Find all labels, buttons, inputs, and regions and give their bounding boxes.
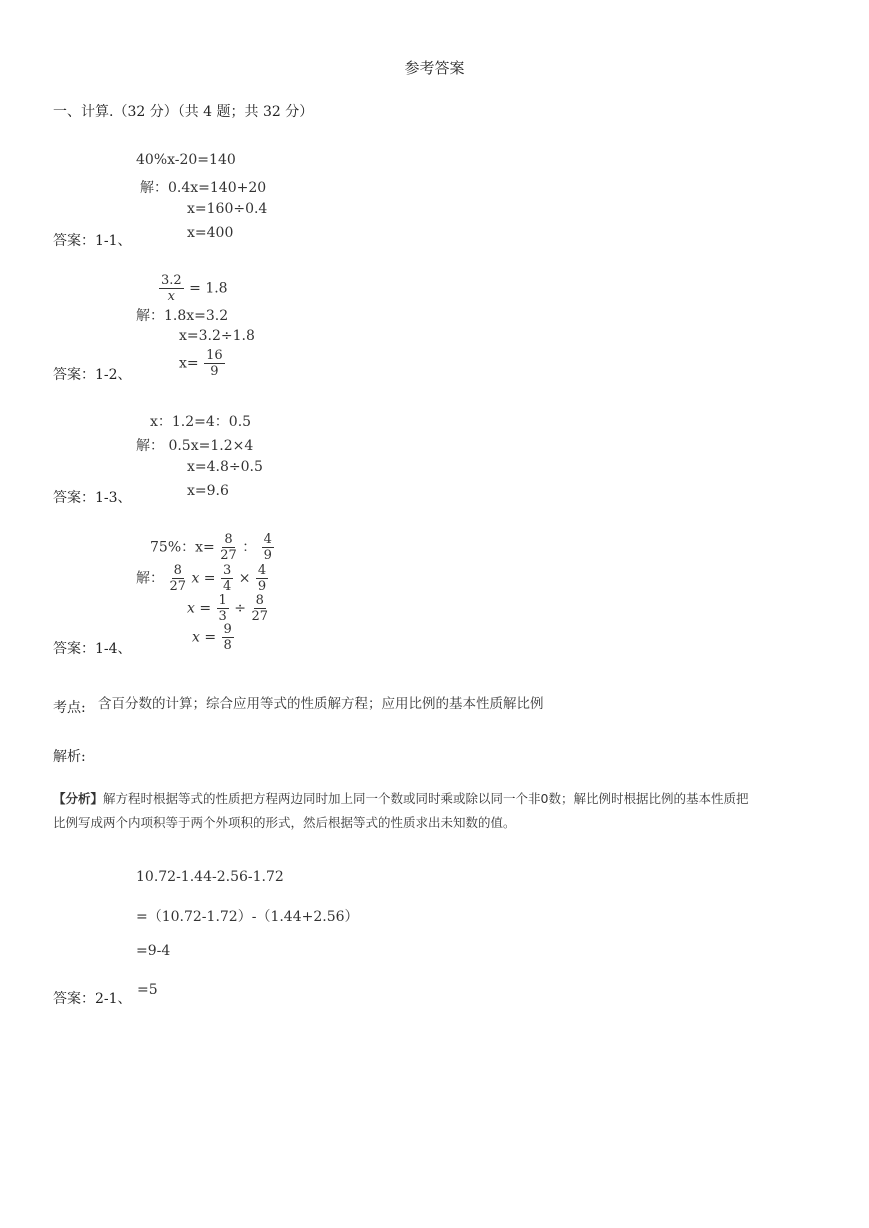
equation-line: x=3.2÷1.8 — [179, 328, 255, 344]
answer-label: 答案：1-4、 — [53, 641, 132, 657]
equation-line: 10.72-1.44-2.56-1.72 — [136, 869, 284, 885]
equation-line: 解： 0.5x=1.2×4 — [136, 438, 254, 454]
analysis-line: 比例写成两个内项积等于两个外项积的形式，然后根据等式的性质求出未知数的值。 — [53, 815, 516, 830]
fraction: $\frac{8}{27}$ — [220, 532, 237, 563]
equation-line: =9-4 — [136, 943, 171, 959]
equation-line: x：1.2=4：0.5 — [150, 414, 252, 430]
equation-line: =（10.72-1.72）-（1.44+2.56） — [136, 909, 359, 925]
equation-line: x=4.8÷0.5 — [187, 459, 263, 475]
fraction: $\frac{16}{9}$ — [206, 348, 223, 379]
fraction: $\frac{4}{9}$ — [257, 563, 267, 594]
kaodian-text: 含百分数的计算；综合应用等式的性质解方程；应用比例的基本性质解比例 — [98, 696, 544, 712]
equation-line: 解：0.4x=140+20 — [140, 180, 267, 196]
answer-label: 答案：1-1、 — [53, 233, 132, 249]
equation-line: x=160÷0.4 — [187, 201, 268, 217]
equation-line: 40%x-20=140 — [136, 152, 236, 168]
answer-label: 答案：1-2、 — [53, 367, 132, 383]
analysis-line: 【分析】解方程时根据等式的性质把方程两边同时加上同一个数或同时乘或除以同一个非0数；解比例时根据比例的基本性质把 — [53, 791, 749, 806]
equation-line: x = $\frac{9}{8}$ — [192, 622, 232, 653]
fraction: $\frac{4}{9}$ — [263, 532, 272, 563]
equation-line: x= $\frac{16}{9}$ — [179, 348, 223, 379]
section-heading: 一、计算.（32 分）（共 4 题；共 32 分） — [53, 104, 314, 120]
jiexi-label: 解析: — [53, 749, 86, 765]
equation-line: x=400 — [187, 225, 234, 241]
equation-line: x = $\frac{1}{3}$ ÷ $\frac{8}{27}$ — [187, 593, 268, 624]
answer-label: 答案：1-3、 — [53, 490, 132, 506]
equation-line: x=9.6 — [187, 483, 229, 499]
equation-line: =5 — [137, 982, 158, 998]
fraction: $\frac{3.2}{x}$ — [161, 273, 182, 304]
fraction: $\frac{3}{4}$ — [222, 563, 232, 594]
analysis-tag: 【分析】 — [53, 791, 104, 806]
kaodian-label: 考点: — [53, 700, 86, 716]
fraction: $\frac{1}{3}$ — [218, 593, 227, 624]
fraction: $\frac{8}{27}$ — [169, 563, 186, 594]
equation-line: 解： $\frac{8}{27}$ x = $\frac{3}{4}$ × $\frac{4}{9}$ — [136, 563, 267, 594]
equation-line: $\frac{3.2}{x}$ = 1.8 — [161, 273, 228, 304]
page-title: 参考答案 — [404, 59, 465, 77]
fraction: $\frac{9}{8}$ — [223, 622, 232, 653]
equation-line: 75%：x= $\frac{8}{27}$ ： $\frac{4}{9}$ — [150, 532, 272, 563]
answer-label: 答案：2-1、 — [53, 991, 132, 1007]
equation-line: 解：1.8x=3.2 — [136, 308, 229, 324]
fraction: $\frac{8}{27}$ — [251, 593, 268, 624]
